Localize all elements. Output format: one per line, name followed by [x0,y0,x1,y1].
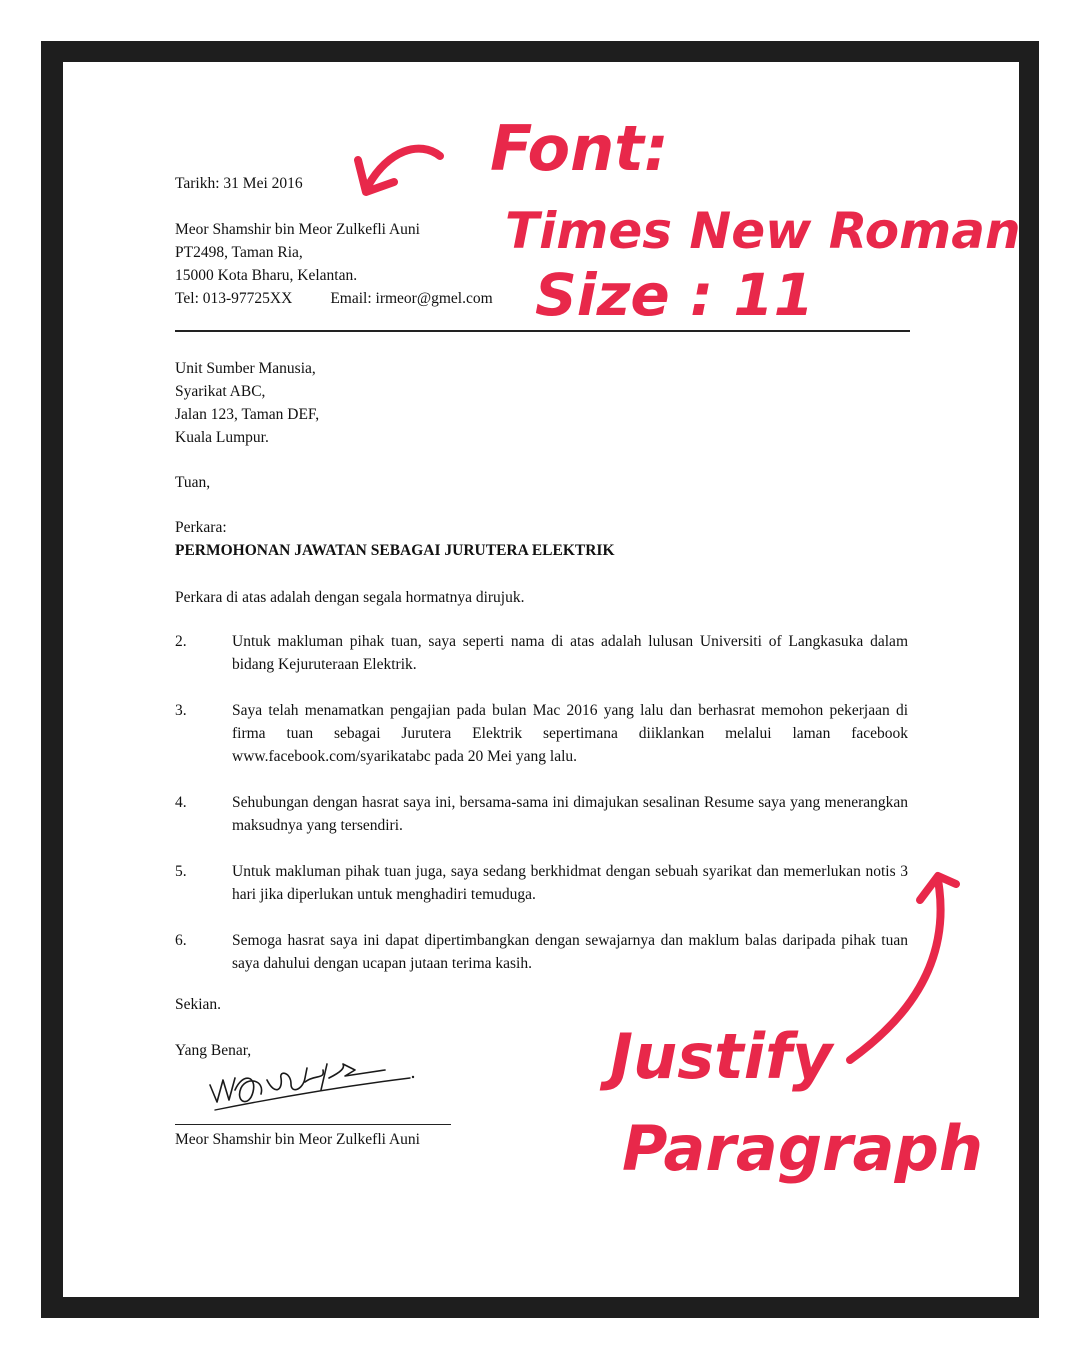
sender-name: Meor Shamshir bin Meor Zulkefli Auni [175,221,420,238]
recipient-line-4: Kuala Lumpur. [175,429,269,446]
paragraph-text: Saya telah menamatkan pengajian pada bulan Mac 2016 yang lalu dan berhasrat memohon pekerjaan di firma tuan sebagai Jurutera Elektrik sepertimana diiklankan melalui laman facebook www.facebook.com/syarikatabc pada 20 Mei yang lalu. [232,702,908,765]
arrow-to-paragraph-icon [850,880,941,1060]
letter-date: Tarikh: 31 Mei 2016 [175,175,303,192]
subject-title: PERMOHONAN JAWATAN SEBAGAI JURUTERA ELEKTRIK [175,542,615,559]
sender-tel: Tel: 013-97725XX [175,290,293,307]
sender-address-2: 15000 Kota Bharu, Kelantan. [175,267,358,284]
paragraph-text: Semoga hasrat saya ini dapat dipertimbangkan dengan sewajarnya dan maklum balas daripada pihak tuan saya dahului dengan ucapan jutaan terima kasih. [232,932,908,972]
salutation: Tuan, [175,474,211,491]
paragraph-text: Untuk makluman pihak tuan, saya seperti nama di atas adalah lulusan Universiti of Langkasuka dalam bidang Kejuruteraan Elektrik. [232,633,908,673]
closing: Sekian. [175,996,222,1013]
arrow-to-date-icon [368,149,440,186]
annot-paragraph: Paragraph [622,1112,984,1185]
paragraph-number: 3. [175,702,187,719]
paragraph-number: 6. [175,932,187,949]
recipient-line-1: Unit Sumber Manusia, [175,360,316,377]
opening-line: Perkara di atas adalah dengan segala hormatnya dirujuk. [175,589,525,606]
sender-email: Email: irmeor@gmel.com [330,290,493,307]
paragraph-number: 4. [175,794,187,811]
paragraph-text: Sehubungan dengan hasrat saya ini, bersama-sama ini dimajukan sesalinan Resume saya yang menerangkan maksudnya yang tersendiri. [232,794,908,834]
paragraph-number: 2. [175,633,187,650]
signer-name: Meor Shamshir bin Meor Zulkefli Auni [175,1131,420,1148]
annot-font-label: Font: [490,112,669,185]
annot-font-size: Size : 11 [535,261,815,329]
annot-font-name: Times New Roman [505,202,1021,260]
sender-address-1: PT2498, Taman Ria, [175,244,303,261]
recipient-line-2: Syarikat ABC, [175,383,266,400]
recipient-line-3: Jalan 123, Taman DEF, [175,406,320,423]
signoff: Yang Benar, [175,1042,252,1059]
annot-justify: Justify [610,1020,833,1093]
subject-label: Perkara: [175,519,227,536]
paragraph-text: Untuk makluman pihak tuan juga, saya sedang berkhidmat dengan sebuah syarikat dan memerlukan notis 3 hari jika diperlukan untuk menghadiri temuduga. [232,863,908,903]
paragraph-number: 5. [175,863,187,880]
